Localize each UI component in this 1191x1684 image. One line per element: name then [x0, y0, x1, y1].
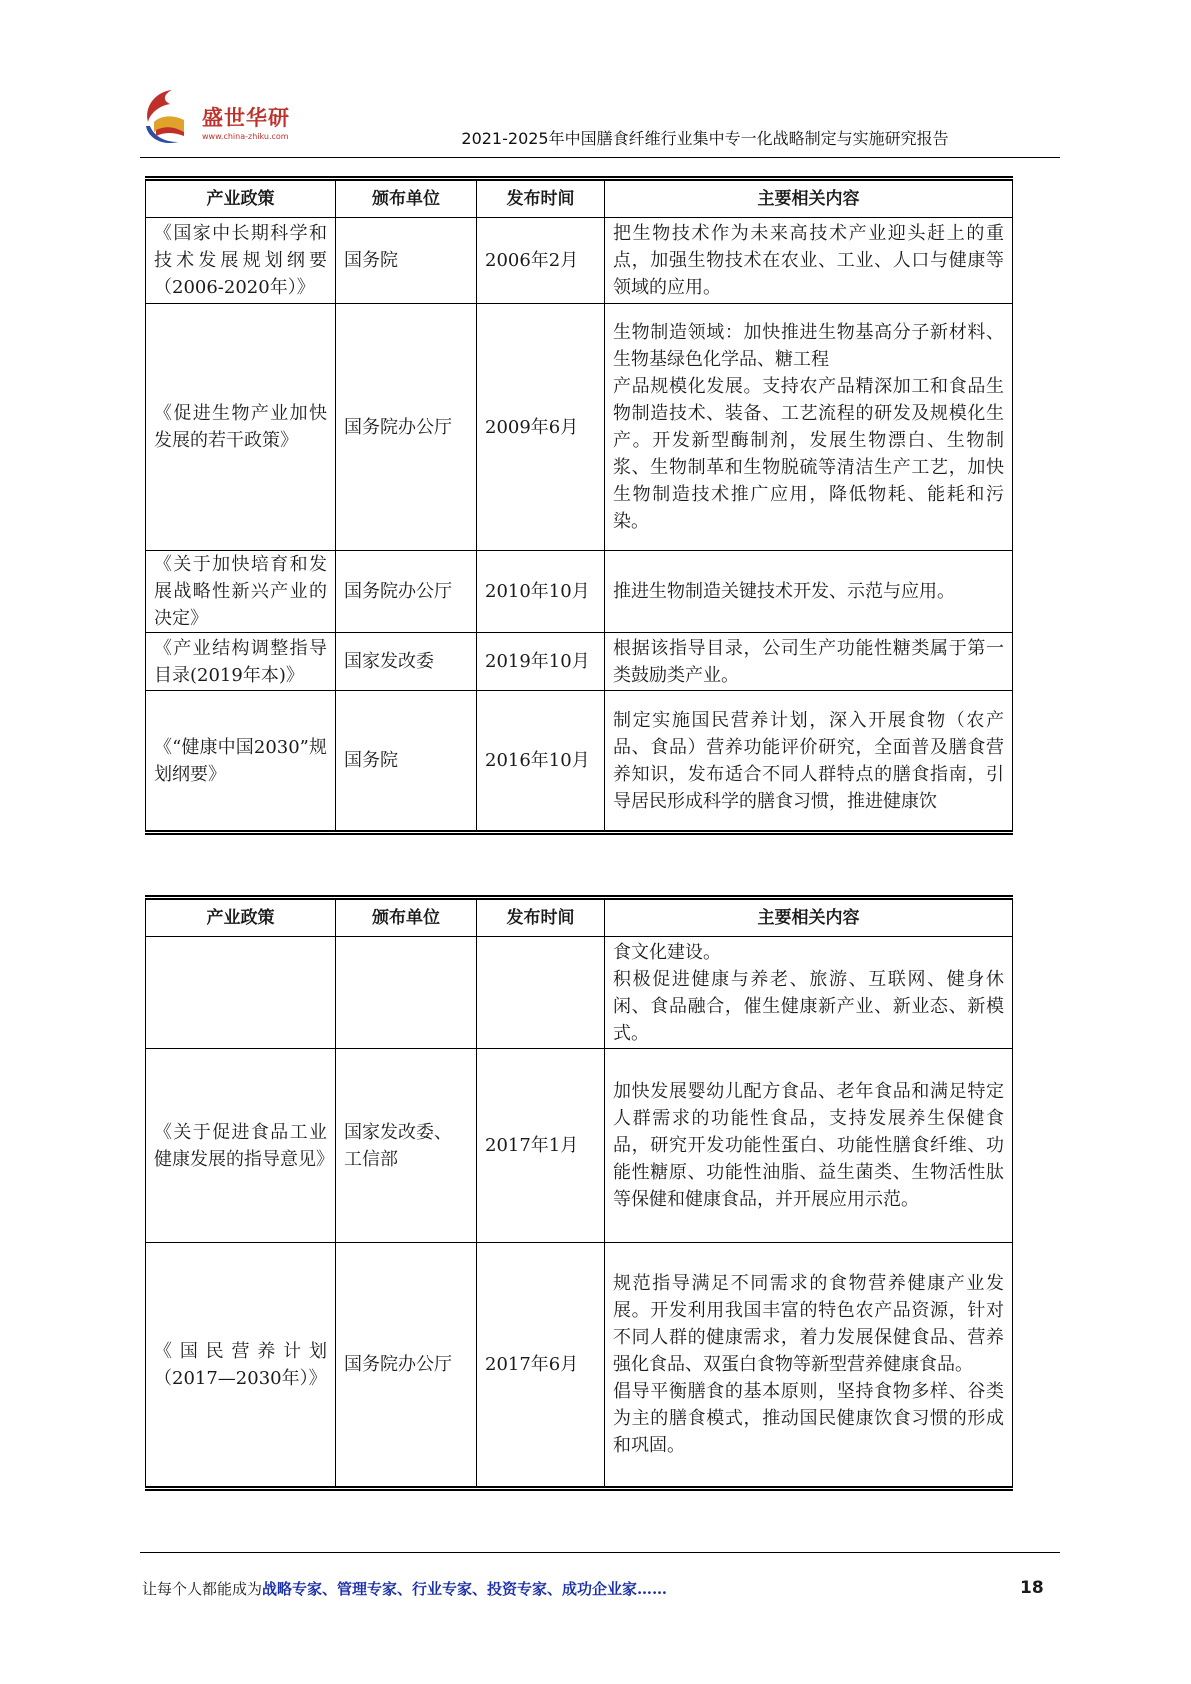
policy-name	[146, 937, 336, 1049]
header-content: 主要相关内容	[605, 898, 1013, 937]
table-row	[146, 218, 1013, 304]
issuing-body: 国务院办公厅	[336, 304, 477, 551]
header-issuer: 颁布单位	[336, 898, 477, 937]
footer-slogan	[142, 1578, 667, 1599]
policy-table-2	[145, 895, 1013, 1491]
policy-name: 《关于促进食品工业健康发展的指导意见》	[146, 1049, 336, 1243]
logo-url: www.china-zhiku.com	[202, 132, 289, 141]
release-date	[477, 937, 605, 1049]
policy-content	[605, 937, 1013, 1049]
content-paragraph: 制定实施国民营养计划，深入开展食物（农产品、食品）营养功能评价研究，全面普及膳食营养知识，发布适合不同人群特点的膳食指南，引导居民形成科学的膳食习惯，推进健康饮	[613, 709, 1004, 812]
policy-content	[605, 1243, 1013, 1489]
policy-content	[605, 304, 1013, 551]
release-date: 2010年10月	[477, 551, 605, 633]
issuing-body: 国务院	[336, 218, 477, 304]
content-paragraph: 倡导平衡膳食的基本原则，坚持食物多样、谷类为主的膳食模式，推动国民健康饮食习惯的形成和巩固。	[613, 1381, 1004, 1456]
content-paragraph: 生物制造领域：加快推进生物基高分子新材料、生物基绿色化学品、糖工程	[613, 322, 1004, 370]
header-policy: 产业政策	[146, 898, 336, 937]
release-date: 2019年10月	[477, 633, 605, 691]
release-date: 2017年6月	[477, 1243, 605, 1489]
header-content: 主要相关内容	[605, 179, 1013, 218]
content-paragraph: 推进生物制造关键技术开发、示范与应用。	[613, 581, 955, 602]
table-row	[146, 1049, 1013, 1243]
table-header-row	[146, 179, 1013, 218]
header-policy: 产业政策	[146, 179, 336, 218]
policy-content	[605, 691, 1013, 833]
content-paragraph: 加快发展婴幼儿配方食品、老年食品和满足特定人群需求的功能性食品，支持发展养生保健食品，研究开发功能性蛋白、功能性膳食纤维、功能性糖原、功能性油脂、益生菌类、生物活性肽等保健和健康食品，并开展应用示范。	[613, 1081, 1004, 1210]
issuing-body: 国家发改委	[336, 633, 477, 691]
table-row	[146, 551, 1013, 633]
header-issuer: 颁布单位	[336, 179, 477, 218]
table-row	[146, 633, 1013, 691]
policy-content	[605, 633, 1013, 691]
header-date: 发布时间	[477, 898, 605, 937]
slogan-highlight: 战略专家、管理专家、行业专家、投资专家、成功企业家……	[262, 1580, 668, 1598]
table-row	[146, 691, 1013, 833]
policy-name: 《国家中长期科学和技术发展规划纲要（2006-2020年）》	[146, 218, 336, 304]
issuing-body: 国务院	[336, 691, 477, 833]
header-divider	[140, 157, 1060, 158]
policy-name: 《产业结构调整指导目录(2019年本)》	[146, 633, 336, 691]
policy-table-1	[145, 176, 1013, 835]
report-title: 2021-2025年中国膳食纤维行业集中专一化战略制定与实施研究报告	[461, 129, 949, 148]
release-date: 2017年1月	[477, 1049, 605, 1243]
content-paragraph: 把生物技术作为未来高技术产业迎头赶上的重点，加强生物技术在农业、工业、人口与健康等领域的应用。	[613, 223, 1004, 298]
content-paragraph: 产品规模化发展。支持农产品精深加工和食品生物制造技术、装备、工艺流程的研发及规模化生产。开发新型酶制剂，发展生物漂白、生物制浆、生物制革和生物脱硫等清洁生产工艺，加快生物制造技术推广应用，降低物耗、能耗和污染。	[613, 376, 1004, 532]
table-row	[146, 937, 1013, 1049]
policy-name: 《“健康中国2030”规划纲要》	[146, 691, 336, 833]
policy-name: 《促进生物产业加快发展的若干政策》	[146, 304, 336, 551]
slogan-prefix: 让每个人都能成为	[142, 1580, 263, 1598]
table-header-row	[146, 898, 1013, 937]
logo	[140, 82, 330, 152]
table-row	[146, 1243, 1013, 1489]
issuing-body	[336, 937, 477, 1049]
content-paragraph: 食文化建设。	[613, 941, 721, 963]
content-paragraph: 积极促进健康与养老、旅游、互联网、健身休闲、食品融合，催生健康新产业、新业态、新模式。	[613, 968, 1004, 1044]
policy-content	[605, 1049, 1013, 1243]
release-date: 2006年2月	[477, 218, 605, 304]
policy-content	[605, 218, 1013, 304]
policy-name: 《关于加快培育和发展战略性新兴产业的决定》	[146, 551, 336, 633]
footer-divider	[140, 1552, 1060, 1553]
header-date: 发布时间	[477, 179, 605, 218]
issuing-body: 国家发改委、工信部	[336, 1049, 477, 1243]
table-row	[146, 304, 1013, 551]
issuing-body: 国务院办公厅	[336, 1243, 477, 1489]
content-paragraph: 根据该指导目录，公司生产功能性糖类属于第一类鼓励类产业。	[613, 637, 1004, 686]
policy-content	[605, 551, 1013, 633]
release-date: 2016年10月	[477, 691, 605, 833]
issuing-body: 国务院办公厅	[336, 551, 477, 633]
policy-name: 《国民营养计划（2017—2030年）》	[146, 1243, 336, 1489]
content-paragraph: 规范指导满足不同需求的食物营养健康产业发展。开发利用我国丰富的特色农产品资源，针对不同人群的健康需求，着力发展保健食品、营养强化食品、双蛋白食物等新型营养健康食品。	[613, 1273, 1004, 1375]
release-date: 2009年6月	[477, 304, 605, 551]
logo-name: 盛世华研	[202, 106, 290, 130]
logo-swoosh-icon	[140, 86, 202, 148]
page-number: 18	[1020, 1578, 1044, 1598]
